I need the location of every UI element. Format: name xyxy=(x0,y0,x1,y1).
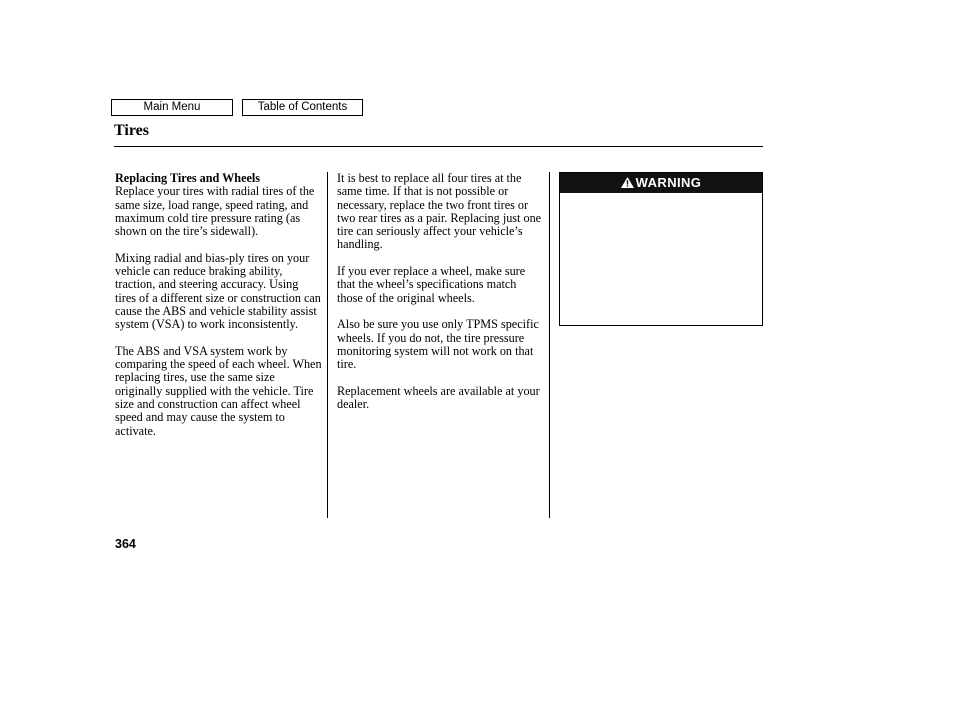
paragraph: Replacement wheels are available at your dealer. xyxy=(337,383,540,412)
section-title: Tires xyxy=(114,122,149,139)
paragraph xyxy=(115,172,322,238)
text-column-1 xyxy=(115,172,322,451)
main-menu-button[interactable]: Main Menu xyxy=(111,99,233,116)
table-of-contents-button[interactable]: Table of Contents xyxy=(242,99,363,116)
paragraph-text: Replace your tires with radial tires of the same size, load range, speed rating, and maximum cold tire pressure rating (as shown on the tire’s sidewall). xyxy=(115,184,315,239)
column-divider xyxy=(327,172,328,518)
warning-triangle-icon xyxy=(621,177,634,188)
page-number: 364 xyxy=(115,537,136,551)
subsection-heading: Replacing Tires and Wheels xyxy=(115,171,261,185)
title-divider xyxy=(114,146,763,147)
paragraph: Mixing radial and bias-ply tires on your vehicle can reduce braking ability, traction, and steering accuracy. Using tires of a different size or construction can cause the ABS and vehicle stability assist system (VSA) to work inconsistently. xyxy=(115,250,321,332)
warning-box xyxy=(559,172,763,326)
paragraph: If you ever replace a wheel, make sure that the wheel’s specifications match those of the original wheels. xyxy=(337,264,526,305)
warning-label: WARNING xyxy=(635,175,702,190)
column-divider xyxy=(549,172,550,518)
paragraph: The ABS and VSA system work by comparing the speed of each wheel. When replacing tires, use the same size originally supplied with the vehicle. Tire size and construction can affect wheel speed and may cause the system to activate. xyxy=(115,343,322,438)
paragraph: Also be sure you use only TPMS specific wheels. If you do not, the tire pressure monitoring system will not work on that tire. xyxy=(337,317,539,372)
text-column-2 xyxy=(337,172,543,425)
warning-header xyxy=(560,173,762,193)
paragraph: It is best to replace all four tires at the same time. If that is not possible or necessary, replace the two front tires or two rear tires as a pair. Replacing just one tire can seriously affect your vehicle’s handling. xyxy=(337,171,542,252)
